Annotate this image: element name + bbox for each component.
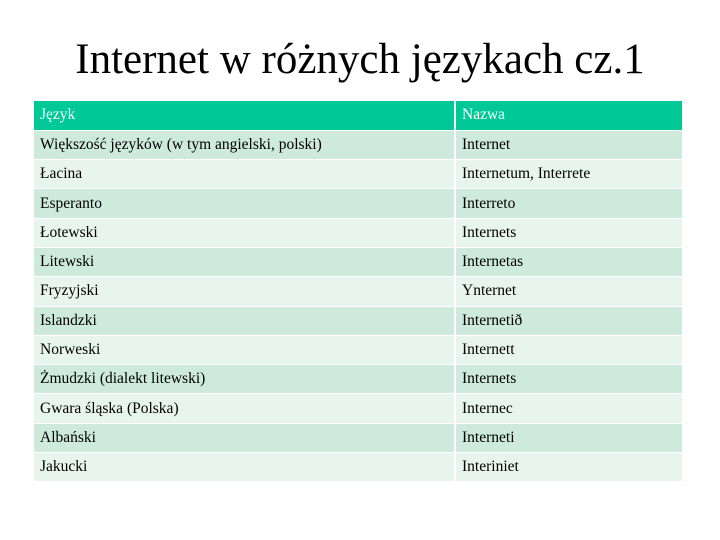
language-cell: Norweski xyxy=(34,335,455,364)
name-cell: Interneti xyxy=(455,423,682,452)
language-cell: Żmudzki (dialekt litewski) xyxy=(34,365,455,394)
table-header-row xyxy=(34,101,682,130)
language-cell: Esperanto xyxy=(34,189,455,218)
table-row xyxy=(34,218,682,247)
table-row xyxy=(34,189,682,218)
language-cell: Albański xyxy=(34,423,455,452)
name-cell: Interreto xyxy=(455,189,682,218)
language-table xyxy=(34,101,682,482)
language-cell: Jakucki xyxy=(34,453,455,482)
language-cell: Litewski xyxy=(34,247,455,276)
name-cell: Ynternet xyxy=(455,277,682,306)
table-row xyxy=(34,247,682,276)
table-row xyxy=(34,453,682,482)
table-row xyxy=(34,394,682,423)
table-row xyxy=(34,130,682,159)
table-row xyxy=(34,306,682,335)
table-row xyxy=(34,277,682,306)
language-cell: Gwara śląska (Polska) xyxy=(34,394,455,423)
language-cell: Łacina xyxy=(34,160,455,189)
language-cell: Większość języków (w tym angielski, polski) xyxy=(34,130,455,159)
name-cell: Internets xyxy=(455,218,682,247)
language-cell: Łotewski xyxy=(34,218,455,247)
language-cell: Islandzki xyxy=(34,306,455,335)
name-cell: Internetas xyxy=(455,247,682,276)
name-cell: Internetið xyxy=(455,306,682,335)
name-cell: Internec xyxy=(455,394,682,423)
header-name: Nazwa xyxy=(455,101,682,130)
table-row xyxy=(34,423,682,452)
name-cell: Internett xyxy=(455,335,682,364)
name-cell: Interiniet xyxy=(455,453,682,482)
language-cell: Fryzyjski xyxy=(34,277,455,306)
name-cell: Internetum, Interrete xyxy=(455,160,682,189)
header-language: Język xyxy=(34,101,455,130)
table-row xyxy=(34,335,682,364)
name-cell: Internet xyxy=(455,130,682,159)
slide-title: Internet w różnych językach cz.1 xyxy=(75,36,645,83)
table-row xyxy=(34,365,682,394)
table-row xyxy=(34,160,682,189)
name-cell: Internets xyxy=(455,365,682,394)
